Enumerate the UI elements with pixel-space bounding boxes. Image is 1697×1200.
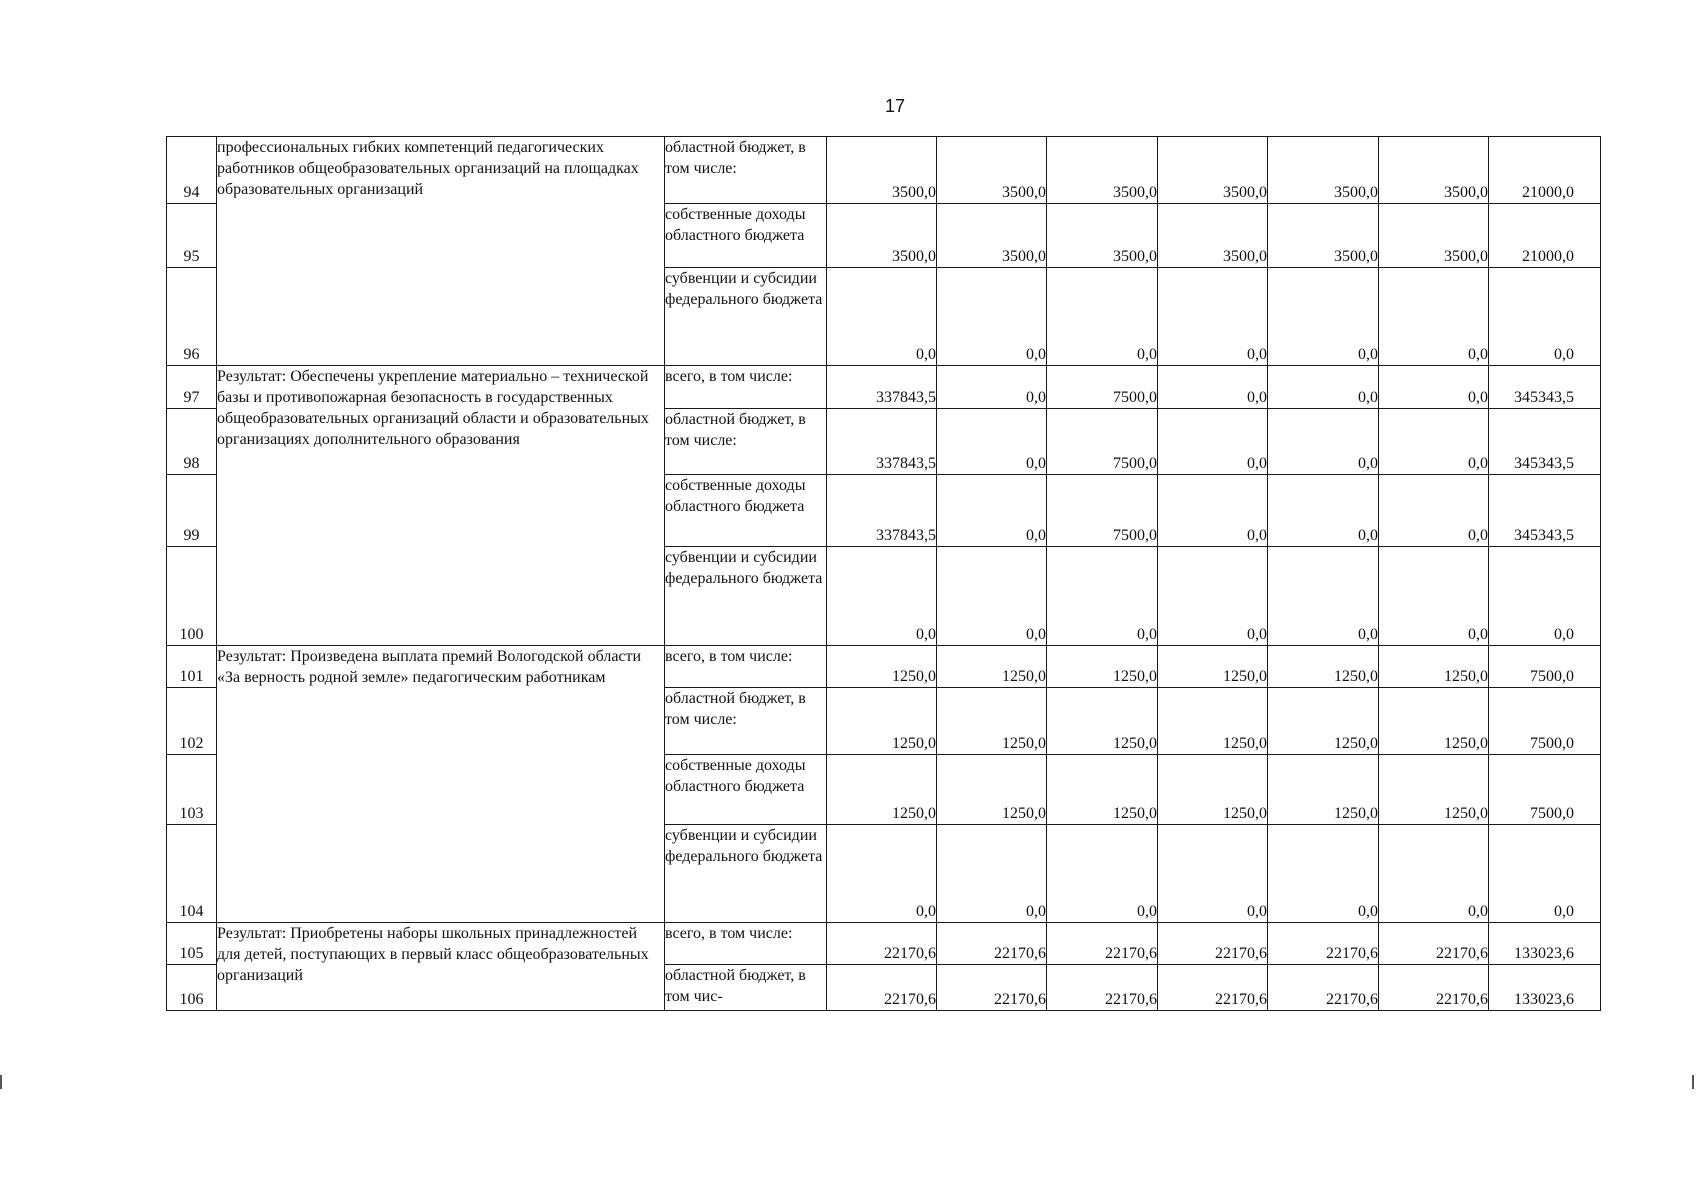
year-value: 7500,0: [1047, 366, 1158, 409]
year-value: 22170,6: [1268, 965, 1379, 1011]
row-number: 103: [167, 755, 217, 825]
year-value: 0,0: [1268, 825, 1379, 923]
year-value: 0,0: [1047, 547, 1158, 646]
funding-source: субвенции и субсидии федерального бюджета: [665, 825, 827, 923]
funding-source: всего, в том числе:: [665, 366, 827, 409]
year-value: 3500,0: [827, 204, 937, 268]
year-value: 0,0: [1379, 475, 1489, 547]
result-description: профессиональных гибких компетенций педагогических работников общеобразовательных организаций на площадках образовательных организаций: [217, 137, 665, 366]
year-value: 22170,6: [1268, 923, 1379, 965]
year-value: 0,0: [1268, 475, 1379, 547]
year-value: 0,0: [1379, 268, 1489, 366]
year-value: 1250,0: [1379, 755, 1489, 825]
year-value: 22170,6: [827, 965, 937, 1011]
year-value: 0,0: [1158, 366, 1268, 409]
year-value: 3500,0: [1047, 204, 1158, 268]
funding-source: субвенции и субсидии федерального бюджета: [665, 268, 827, 366]
total-value: 0,0: [1489, 825, 1601, 923]
funding-source: собственные доходы областного бюджета: [665, 755, 827, 825]
table-row: [167, 923, 1601, 965]
year-value: 0,0: [1379, 366, 1489, 409]
year-value: 1250,0: [1268, 755, 1379, 825]
year-value: 0,0: [1158, 268, 1268, 366]
year-value: 1250,0: [1158, 755, 1268, 825]
funding-source: всего, в том числе:: [665, 923, 827, 965]
table-body: [167, 137, 1601, 1011]
page-number: 17: [884, 96, 906, 116]
year-value: 22170,6: [937, 965, 1047, 1011]
row-number: 102: [167, 688, 217, 755]
year-value: 0,0: [1268, 366, 1379, 409]
year-value: 1250,0: [937, 688, 1047, 755]
total-value: 7500,0: [1489, 646, 1601, 688]
total-value: 133023,6: [1489, 923, 1601, 965]
year-value: 337843,5: [827, 475, 937, 547]
total-value: 345343,5: [1489, 475, 1601, 547]
year-value: 22170,6: [1047, 923, 1158, 965]
total-value: 0,0: [1489, 268, 1601, 366]
year-value: 1250,0: [827, 755, 937, 825]
year-value: 0,0: [827, 547, 937, 646]
year-value: 1250,0: [1268, 688, 1379, 755]
year-value: 0,0: [1379, 547, 1489, 646]
year-value: 0,0: [827, 825, 937, 923]
year-value: 22170,6: [827, 923, 937, 965]
row-number: 97: [167, 366, 217, 409]
year-value: 0,0: [1158, 547, 1268, 646]
year-value: 22170,6: [1047, 965, 1158, 1011]
row-number: 104: [167, 825, 217, 923]
year-value: 1250,0: [1047, 755, 1158, 825]
year-value: 0,0: [937, 366, 1047, 409]
year-value: 0,0: [1158, 409, 1268, 475]
margin-mark-right: [1692, 1075, 1694, 1089]
year-value: 0,0: [1268, 547, 1379, 646]
year-value: 337843,5: [827, 409, 937, 475]
row-number: 106: [167, 965, 217, 1011]
funding-source: всего, в том числе:: [665, 646, 827, 688]
row-number: 105: [167, 923, 217, 965]
funding-source: собственные доходы областного бюджета: [665, 475, 827, 547]
funding-source: областной бюджет, в том числе:: [665, 137, 827, 204]
year-value: 0,0: [937, 409, 1047, 475]
funding-source: собственные доходы областного бюджета: [665, 204, 827, 268]
result-description: Результат: Произведена выплата премий Вологодской области «За верность родной земле» педагогическим работникам: [217, 646, 665, 923]
year-value: 0,0: [937, 475, 1047, 547]
year-value: 0,0: [937, 825, 1047, 923]
year-value: 3500,0: [1379, 204, 1489, 268]
year-value: 22170,6: [1158, 965, 1268, 1011]
year-value: 1250,0: [1047, 688, 1158, 755]
year-value: 0,0: [1268, 409, 1379, 475]
table-row: [167, 137, 1601, 204]
year-value: 1250,0: [1268, 646, 1379, 688]
year-value: 3500,0: [1047, 137, 1158, 204]
year-value: 0,0: [1047, 825, 1158, 923]
year-value: 1250,0: [1158, 646, 1268, 688]
funding-source: областной бюджет, в том числе:: [665, 688, 827, 755]
year-value: 1250,0: [937, 646, 1047, 688]
year-value: 3500,0: [1158, 204, 1268, 268]
year-value: 1250,0: [827, 688, 937, 755]
funding-source: областной бюджет, в том чис-: [665, 965, 827, 1011]
year-value: 0,0: [1158, 825, 1268, 923]
row-number: 98: [167, 409, 217, 475]
year-value: 3500,0: [937, 137, 1047, 204]
year-value: 7500,0: [1047, 475, 1158, 547]
year-value: 22170,6: [1158, 923, 1268, 965]
budget-table: [166, 136, 1601, 1011]
total-value: 345343,5: [1489, 366, 1601, 409]
year-value: 22170,6: [1379, 923, 1489, 965]
funding-source: субвенции и субсидии федерального бюджета: [665, 547, 827, 646]
total-value: 21000,0: [1489, 137, 1601, 204]
year-value: 3500,0: [1268, 204, 1379, 268]
result-description: Результат: Приобретены наборы школьных принадлежностей для детей, поступающих в первый класс общеобразовательных организаций: [217, 923, 665, 1011]
year-value: 337843,5: [827, 366, 937, 409]
row-number: 100: [167, 547, 217, 646]
row-number: 96: [167, 268, 217, 366]
margin-mark-left: [0, 1075, 2, 1089]
year-value: 0,0: [827, 268, 937, 366]
year-value: 0,0: [1379, 409, 1489, 475]
total-value: 7500,0: [1489, 688, 1601, 755]
year-value: 1250,0: [937, 755, 1047, 825]
year-value: 3500,0: [937, 204, 1047, 268]
year-value: 22170,6: [937, 923, 1047, 965]
total-value: 21000,0: [1489, 204, 1601, 268]
total-value: 345343,5: [1489, 409, 1601, 475]
row-number: 101: [167, 646, 217, 688]
year-value: 1250,0: [1379, 646, 1489, 688]
year-value: 3500,0: [1379, 137, 1489, 204]
year-value: 0,0: [1047, 268, 1158, 366]
table-row: [167, 366, 1601, 409]
total-value: 0,0: [1489, 547, 1601, 646]
year-value: 22170,6: [1379, 965, 1489, 1011]
year-value: 0,0: [1268, 268, 1379, 366]
total-value: 133023,6: [1489, 965, 1601, 1011]
table-row: [167, 646, 1601, 688]
year-value: 3500,0: [827, 137, 937, 204]
year-value: 3500,0: [1268, 137, 1379, 204]
year-value: 0,0: [1158, 475, 1268, 547]
row-number: 94: [167, 137, 217, 204]
year-value: 1250,0: [1047, 646, 1158, 688]
year-value: 7500,0: [1047, 409, 1158, 475]
year-value: 1250,0: [1379, 688, 1489, 755]
year-value: 0,0: [937, 547, 1047, 646]
row-number: 99: [167, 475, 217, 547]
row-number: 95: [167, 204, 217, 268]
year-value: 0,0: [1379, 825, 1489, 923]
funding-source: областной бюджет, в том числе:: [665, 409, 827, 475]
total-value: 7500,0: [1489, 755, 1601, 825]
result-description: Результат: Обеспечены укрепление материально – технической базы и противопожарная безопасность в государственных общеобразовательных организаций области и образовательных организациях дополнительного образования: [217, 366, 665, 646]
year-value: 1250,0: [827, 646, 937, 688]
year-value: 1250,0: [1158, 688, 1268, 755]
year-value: 3500,0: [1158, 137, 1268, 204]
year-value: 0,0: [937, 268, 1047, 366]
